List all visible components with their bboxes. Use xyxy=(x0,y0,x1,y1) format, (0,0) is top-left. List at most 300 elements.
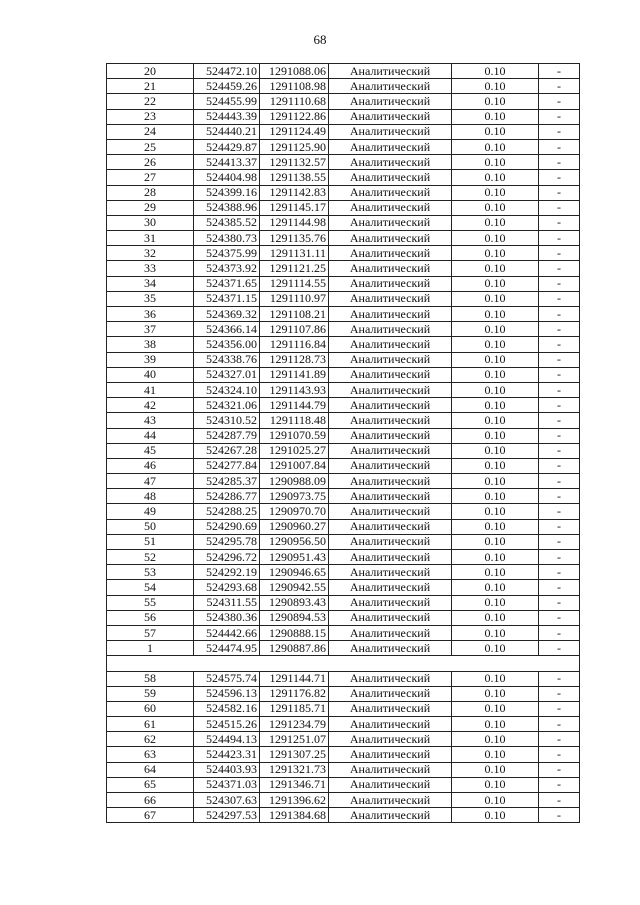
cell-note: - xyxy=(539,291,580,306)
table-row xyxy=(107,124,580,139)
cell-accuracy: 0.10 xyxy=(452,261,539,276)
cell-point-number: 28 xyxy=(107,185,194,200)
table-row xyxy=(107,231,580,246)
cell-note: - xyxy=(539,732,580,747)
cell-point-number: 36 xyxy=(107,307,194,322)
cell-accuracy: 0.10 xyxy=(452,155,539,170)
table-row xyxy=(107,352,580,367)
table-body-lower xyxy=(107,671,580,823)
cell-accuracy: 0.10 xyxy=(452,352,539,367)
cell-method: Аналитический xyxy=(329,231,452,246)
table-row xyxy=(107,215,580,230)
cell-note: - xyxy=(539,717,580,732)
cell-accuracy: 0.10 xyxy=(452,504,539,519)
cell-note: - xyxy=(539,580,580,595)
cell-note: - xyxy=(539,671,580,686)
cell-method: Аналитический xyxy=(329,109,452,124)
cell-coord-y: 1291234.79 xyxy=(260,717,329,732)
table-row xyxy=(107,580,580,595)
cell-coord-y: 1291110.97 xyxy=(260,291,329,306)
cell-accuracy: 0.10 xyxy=(452,732,539,747)
table-row xyxy=(107,504,580,519)
cell-coord-x: 524494.13 xyxy=(194,732,260,747)
cell-accuracy: 0.10 xyxy=(452,413,539,428)
cell-coord-x: 524373.92 xyxy=(194,261,260,276)
cell-point-number: 37 xyxy=(107,322,194,337)
cell-note: - xyxy=(539,641,580,656)
cell-coord-y: 1291114.55 xyxy=(260,276,329,291)
cell-point-number: 46 xyxy=(107,458,194,473)
cell-coord-y: 1291307.25 xyxy=(260,747,329,762)
cell-point-number: 1 xyxy=(107,641,194,656)
cell-point-number: 30 xyxy=(107,215,194,230)
cell-coord-y: 1291128.73 xyxy=(260,352,329,367)
cell-accuracy: 0.10 xyxy=(452,686,539,701)
cell-point-number: 33 xyxy=(107,261,194,276)
cell-method: Аналитический xyxy=(329,504,452,519)
cell-coord-x: 524404.98 xyxy=(194,170,260,185)
cell-point-number: 67 xyxy=(107,808,194,823)
cell-note: - xyxy=(539,443,580,458)
cell-note: - xyxy=(539,458,580,473)
table-row xyxy=(107,565,580,580)
cell-point-number: 56 xyxy=(107,610,194,625)
cell-coord-x: 524290.69 xyxy=(194,519,260,534)
cell-note: - xyxy=(539,64,580,79)
cell-coord-x: 524285.37 xyxy=(194,474,260,489)
cell-note: - xyxy=(539,489,580,504)
cell-point-number: 66 xyxy=(107,793,194,808)
cell-accuracy: 0.10 xyxy=(452,94,539,109)
cell-accuracy: 0.10 xyxy=(452,762,539,777)
cell-accuracy: 0.10 xyxy=(452,717,539,732)
table-row xyxy=(107,200,580,215)
cell-method: Аналитический xyxy=(329,337,452,352)
cell-method: Аналитический xyxy=(329,458,452,473)
cell-coord-x: 524413.37 xyxy=(194,155,260,170)
cell-note: - xyxy=(539,139,580,154)
cell-method: Аналитический xyxy=(329,79,452,94)
cell-point-number: 49 xyxy=(107,504,194,519)
cell-point-number: 32 xyxy=(107,246,194,261)
table-body-upper xyxy=(107,64,580,656)
cell-accuracy: 0.10 xyxy=(452,793,539,808)
cell-coord-x: 524515.26 xyxy=(194,717,260,732)
cell-method: Аналитический xyxy=(329,717,452,732)
cell-method: Аналитический xyxy=(329,276,452,291)
cell-note: - xyxy=(539,808,580,823)
cell-accuracy: 0.10 xyxy=(452,550,539,565)
cell-method: Аналитический xyxy=(329,565,452,580)
cell-point-number: 58 xyxy=(107,671,194,686)
cell-note: - xyxy=(539,337,580,352)
table-row xyxy=(107,246,580,261)
cell-note: - xyxy=(539,747,580,762)
table-row xyxy=(107,550,580,565)
cell-accuracy: 0.10 xyxy=(452,534,539,549)
cell-method: Аналитический xyxy=(329,474,452,489)
cell-method: Аналитический xyxy=(329,489,452,504)
cell-coord-x: 524596.13 xyxy=(194,686,260,701)
cell-point-number: 24 xyxy=(107,124,194,139)
cell-note: - xyxy=(539,231,580,246)
cell-accuracy: 0.10 xyxy=(452,580,539,595)
gap-cell xyxy=(107,656,580,671)
cell-coord-x: 524324.10 xyxy=(194,382,260,397)
table-row xyxy=(107,367,580,382)
table-row xyxy=(107,625,580,640)
table-row xyxy=(107,595,580,610)
cell-point-number: 23 xyxy=(107,109,194,124)
cell-point-number: 44 xyxy=(107,428,194,443)
table-row xyxy=(107,686,580,701)
cell-note: - xyxy=(539,215,580,230)
cell-point-number: 35 xyxy=(107,291,194,306)
cell-accuracy: 0.10 xyxy=(452,246,539,261)
cell-method: Аналитический xyxy=(329,124,452,139)
cell-coord-x: 524287.79 xyxy=(194,428,260,443)
cell-note: - xyxy=(539,686,580,701)
cell-coord-y: 1291176.82 xyxy=(260,686,329,701)
cell-coord-x: 524366.14 xyxy=(194,322,260,337)
cell-accuracy: 0.10 xyxy=(452,443,539,458)
cell-accuracy: 0.10 xyxy=(452,489,539,504)
cell-point-number: 48 xyxy=(107,489,194,504)
cell-accuracy: 0.10 xyxy=(452,170,539,185)
cell-coord-x: 524327.01 xyxy=(194,367,260,382)
cell-method: Аналитический xyxy=(329,747,452,762)
table-row xyxy=(107,458,580,473)
cell-note: - xyxy=(539,170,580,185)
cell-method: Аналитический xyxy=(329,793,452,808)
cell-note: - xyxy=(539,777,580,792)
cell-coord-y: 1290973.75 xyxy=(260,489,329,504)
cell-coord-y: 1291131.11 xyxy=(260,246,329,261)
cell-method: Аналитический xyxy=(329,94,452,109)
cell-coord-x: 524371.03 xyxy=(194,777,260,792)
cell-coord-y: 1291145.17 xyxy=(260,200,329,215)
cell-coord-x: 524429.87 xyxy=(194,139,260,154)
cell-coord-x: 524440.21 xyxy=(194,124,260,139)
cell-coord-y: 1291251.07 xyxy=(260,732,329,747)
cell-coord-y: 1290888.15 xyxy=(260,625,329,640)
cell-note: - xyxy=(539,428,580,443)
cell-coord-x: 524575.74 xyxy=(194,671,260,686)
cell-note: - xyxy=(539,276,580,291)
table-row xyxy=(107,443,580,458)
cell-note: - xyxy=(539,79,580,94)
cell-note: - xyxy=(539,94,580,109)
table-row xyxy=(107,701,580,716)
cell-coord-y: 1290951.43 xyxy=(260,550,329,565)
cell-note: - xyxy=(539,519,580,534)
cell-method: Аналитический xyxy=(329,732,452,747)
cell-method: Аналитический xyxy=(329,413,452,428)
cell-method: Аналитический xyxy=(329,170,452,185)
table-row xyxy=(107,413,580,428)
table-row xyxy=(107,185,580,200)
cell-accuracy: 0.10 xyxy=(452,747,539,762)
cell-accuracy: 0.10 xyxy=(452,124,539,139)
cell-point-number: 57 xyxy=(107,625,194,640)
cell-coord-x: 524388.96 xyxy=(194,200,260,215)
cell-coord-y: 1291321.73 xyxy=(260,762,329,777)
cell-coord-x: 524582.16 xyxy=(194,701,260,716)
cell-coord-y: 1291107.86 xyxy=(260,322,329,337)
table-row xyxy=(107,428,580,443)
cell-coord-x: 524403.93 xyxy=(194,762,260,777)
table-row xyxy=(107,793,580,808)
cell-accuracy: 0.10 xyxy=(452,671,539,686)
cell-note: - xyxy=(539,610,580,625)
cell-coord-y: 1290893.43 xyxy=(260,595,329,610)
cell-coord-y: 1291144.71 xyxy=(260,671,329,686)
cell-note: - xyxy=(539,124,580,139)
cell-coord-y: 1291122.86 xyxy=(260,109,329,124)
cell-note: - xyxy=(539,398,580,413)
cell-coord-x: 524338.76 xyxy=(194,352,260,367)
cell-note: - xyxy=(539,246,580,261)
cell-coord-x: 524455.99 xyxy=(194,94,260,109)
cell-note: - xyxy=(539,307,580,322)
cell-note: - xyxy=(539,155,580,170)
cell-note: - xyxy=(539,352,580,367)
cell-point-number: 25 xyxy=(107,139,194,154)
cell-method: Аналитический xyxy=(329,610,452,625)
table-row xyxy=(107,322,580,337)
cell-accuracy: 0.10 xyxy=(452,610,539,625)
cell-point-number: 64 xyxy=(107,762,194,777)
cell-coord-y: 1291088.06 xyxy=(260,64,329,79)
cell-point-number: 40 xyxy=(107,367,194,382)
cell-method: Аналитический xyxy=(329,625,452,640)
cell-coord-y: 1290956.50 xyxy=(260,534,329,549)
cell-method: Аналитический xyxy=(329,443,452,458)
cell-coord-y: 1291025.27 xyxy=(260,443,329,458)
cell-accuracy: 0.10 xyxy=(452,64,539,79)
cell-note: - xyxy=(539,382,580,397)
cell-coord-x: 524371.65 xyxy=(194,276,260,291)
cell-accuracy: 0.10 xyxy=(452,276,539,291)
cell-coord-x: 524267.28 xyxy=(194,443,260,458)
table-row xyxy=(107,276,580,291)
cell-point-number: 62 xyxy=(107,732,194,747)
cell-method: Аналитический xyxy=(329,686,452,701)
cell-coord-y: 1290942.55 xyxy=(260,580,329,595)
cell-note: - xyxy=(539,504,580,519)
cell-point-number: 22 xyxy=(107,94,194,109)
cell-method: Аналитический xyxy=(329,398,452,413)
table-row xyxy=(107,717,580,732)
cell-coord-y: 1290946.65 xyxy=(260,565,329,580)
cell-coord-x: 524371.15 xyxy=(194,291,260,306)
table-row xyxy=(107,382,580,397)
table-row xyxy=(107,489,580,504)
table-row xyxy=(107,534,580,549)
cell-coord-y: 1291143.93 xyxy=(260,382,329,397)
table-row xyxy=(107,732,580,747)
cell-coord-x: 524380.36 xyxy=(194,610,260,625)
cell-point-number: 39 xyxy=(107,352,194,367)
cell-coord-x: 524375.99 xyxy=(194,246,260,261)
cell-coord-y: 1290894.53 xyxy=(260,610,329,625)
cell-method: Аналитический xyxy=(329,64,452,79)
cell-note: - xyxy=(539,185,580,200)
cell-method: Аналитический xyxy=(329,595,452,610)
cell-coord-y: 1291110.68 xyxy=(260,94,329,109)
cell-coord-y: 1290988.09 xyxy=(260,474,329,489)
cell-method: Аналитический xyxy=(329,534,452,549)
cell-coord-y: 1291141.89 xyxy=(260,367,329,382)
table-row xyxy=(107,94,580,109)
cell-coord-x: 524310.52 xyxy=(194,413,260,428)
cell-accuracy: 0.10 xyxy=(452,519,539,534)
cell-point-number: 38 xyxy=(107,337,194,352)
table-row xyxy=(107,291,580,306)
cell-coord-y: 1291070.59 xyxy=(260,428,329,443)
cell-method: Аналитический xyxy=(329,200,452,215)
cell-coord-y: 1291396.62 xyxy=(260,793,329,808)
table-row xyxy=(107,474,580,489)
cell-point-number: 59 xyxy=(107,686,194,701)
table-row xyxy=(107,64,580,79)
cell-accuracy: 0.10 xyxy=(452,322,539,337)
cell-method: Аналитический xyxy=(329,185,452,200)
cell-coord-x: 524385.52 xyxy=(194,215,260,230)
cell-coord-x: 524286.77 xyxy=(194,489,260,504)
cell-coord-y: 1291007.84 xyxy=(260,458,329,473)
page-number: 68 xyxy=(313,32,327,47)
cell-point-number: 26 xyxy=(107,155,194,170)
cell-method: Аналитический xyxy=(329,367,452,382)
cell-note: - xyxy=(539,625,580,640)
cell-coord-x: 524356.00 xyxy=(194,337,260,352)
cell-note: - xyxy=(539,109,580,124)
cell-coord-y: 1291121.25 xyxy=(260,261,329,276)
coordinates-table xyxy=(106,63,580,823)
cell-accuracy: 0.10 xyxy=(452,701,539,716)
cell-point-number: 50 xyxy=(107,519,194,534)
cell-accuracy: 0.10 xyxy=(452,79,539,94)
cell-coord-y: 1291108.21 xyxy=(260,307,329,322)
cell-coord-x: 524295.78 xyxy=(194,534,260,549)
cell-coord-x: 524369.32 xyxy=(194,307,260,322)
cell-note: - xyxy=(539,565,580,580)
cell-point-number: 27 xyxy=(107,170,194,185)
table-row xyxy=(107,307,580,322)
cell-note: - xyxy=(539,474,580,489)
cell-method: Аналитический xyxy=(329,808,452,823)
cell-point-number: 60 xyxy=(107,701,194,716)
cell-method: Аналитический xyxy=(329,322,452,337)
cell-accuracy: 0.10 xyxy=(452,109,539,124)
cell-accuracy: 0.10 xyxy=(452,777,539,792)
cell-accuracy: 0.10 xyxy=(452,215,539,230)
cell-coord-x: 524296.72 xyxy=(194,550,260,565)
cell-method: Аналитический xyxy=(329,382,452,397)
cell-accuracy: 0.10 xyxy=(452,337,539,352)
cell-method: Аналитический xyxy=(329,701,452,716)
cell-note: - xyxy=(539,367,580,382)
cell-note: - xyxy=(539,261,580,276)
cell-coord-x: 524472.10 xyxy=(194,64,260,79)
cell-method: Аналитический xyxy=(329,215,452,230)
cell-accuracy: 0.10 xyxy=(452,565,539,580)
cell-point-number: 47 xyxy=(107,474,194,489)
cell-method: Аналитический xyxy=(329,550,452,565)
cell-method: Аналитический xyxy=(329,291,452,306)
cell-point-number: 51 xyxy=(107,534,194,549)
cell-coord-y: 1291132.57 xyxy=(260,155,329,170)
cell-accuracy: 0.10 xyxy=(452,474,539,489)
cell-accuracy: 0.10 xyxy=(452,398,539,413)
cell-method: Аналитический xyxy=(329,155,452,170)
cell-coord-y: 1291135.76 xyxy=(260,231,329,246)
cell-note: - xyxy=(539,762,580,777)
table-row xyxy=(107,155,580,170)
table-row xyxy=(107,610,580,625)
cell-accuracy: 0.10 xyxy=(452,808,539,823)
cell-coord-x: 524321.06 xyxy=(194,398,260,413)
table-row xyxy=(107,261,580,276)
cell-coord-y: 1290970.70 xyxy=(260,504,329,519)
cell-point-number: 63 xyxy=(107,747,194,762)
table-row xyxy=(107,671,580,686)
cell-note: - xyxy=(539,534,580,549)
cell-point-number: 43 xyxy=(107,413,194,428)
cell-coord-x: 524277.84 xyxy=(194,458,260,473)
cell-coord-x: 524297.53 xyxy=(194,808,260,823)
cell-accuracy: 0.10 xyxy=(452,625,539,640)
cell-method: Аналитический xyxy=(329,428,452,443)
cell-coord-x: 524443.39 xyxy=(194,109,260,124)
cell-coord-y: 1291116.84 xyxy=(260,337,329,352)
table-row xyxy=(107,170,580,185)
cell-coord-x: 524474.95 xyxy=(194,641,260,656)
cell-point-number: 55 xyxy=(107,595,194,610)
cell-point-number: 53 xyxy=(107,565,194,580)
cell-note: - xyxy=(539,701,580,716)
cell-coord-y: 1290887.86 xyxy=(260,641,329,656)
cell-coord-x: 524292.19 xyxy=(194,565,260,580)
cell-coord-y: 1291346.71 xyxy=(260,777,329,792)
cell-coord-y: 1290960.27 xyxy=(260,519,329,534)
cell-point-number: 29 xyxy=(107,200,194,215)
table-row xyxy=(107,398,580,413)
cell-accuracy: 0.10 xyxy=(452,367,539,382)
cell-point-number: 45 xyxy=(107,443,194,458)
cell-coord-y: 1291138.55 xyxy=(260,170,329,185)
cell-coord-y: 1291185.71 xyxy=(260,701,329,716)
table-row xyxy=(107,641,580,656)
table-row xyxy=(107,337,580,352)
cell-coord-y: 1291144.79 xyxy=(260,398,329,413)
table-gap-row xyxy=(107,656,580,671)
cell-point-number: 61 xyxy=(107,717,194,732)
cell-method: Аналитический xyxy=(329,762,452,777)
cell-point-number: 34 xyxy=(107,276,194,291)
cell-method: Аналитический xyxy=(329,261,452,276)
cell-coord-x: 524423.31 xyxy=(194,747,260,762)
cell-point-number: 65 xyxy=(107,777,194,792)
cell-accuracy: 0.10 xyxy=(452,200,539,215)
cell-note: - xyxy=(539,200,580,215)
table-row xyxy=(107,747,580,762)
cell-point-number: 20 xyxy=(107,64,194,79)
cell-method: Аналитический xyxy=(329,352,452,367)
cell-note: - xyxy=(539,595,580,610)
cell-method: Аналитический xyxy=(329,139,452,154)
